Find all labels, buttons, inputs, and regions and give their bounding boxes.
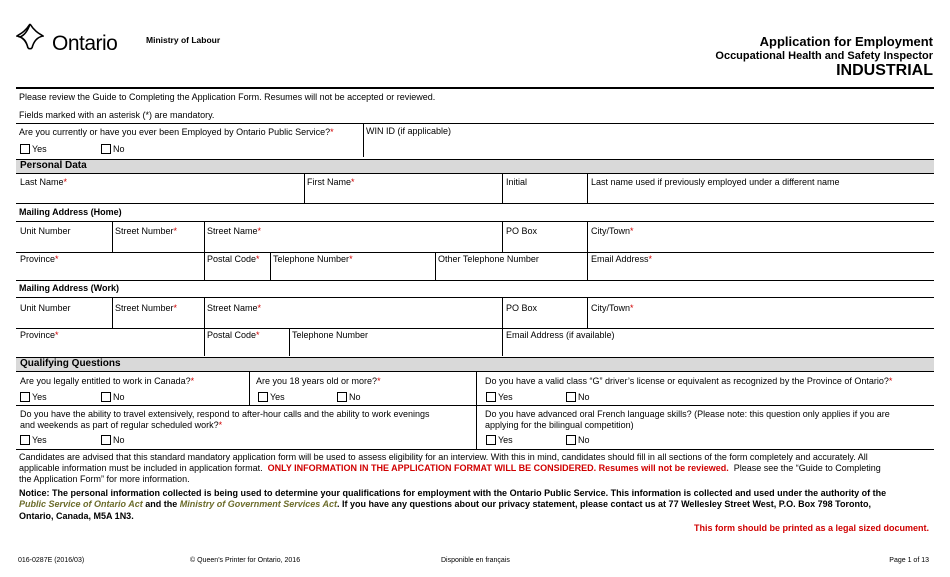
home-po-box-label: PO Box — [506, 226, 538, 236]
q1-no-label: No — [113, 392, 125, 402]
ops-yes-label: Yes — [32, 144, 47, 154]
candidates-note-line3: the Application Form” for more information. — [19, 474, 190, 484]
form-code: 016-0287E (2016/03) — [18, 557, 85, 564]
work-street-name-label: Street Name* — [207, 303, 262, 313]
work-po-box-input[interactable] — [503, 315, 586, 327]
work-city-input[interactable] — [588, 315, 933, 327]
q-travel-extensively-line2: and weekends as part of regular scheduled work?* — [20, 420, 223, 430]
q4-yes-checkbox[interactable] — [20, 435, 30, 445]
home-street-number-input[interactable] — [113, 238, 203, 251]
legal-size-note: This form should be printed as a legal sized document. — [693, 523, 929, 533]
home-other-phone-input[interactable] — [436, 266, 586, 279]
form-subtitle: Occupational Health and Safety Inspector — [715, 50, 933, 62]
home-address-heading: Mailing Address (Home) — [19, 207, 122, 217]
q5-no-checkbox[interactable] — [566, 435, 576, 445]
home-unit-label: Unit Number — [20, 226, 71, 236]
public-service-act-link[interactable]: Public Service of Ontario Act — [19, 499, 143, 509]
q2-yes-checkbox[interactable] — [258, 392, 268, 402]
work-phone-label: Telephone Number — [292, 330, 369, 340]
home-other-phone-label: Other Telephone Number — [438, 254, 539, 264]
home-email-input[interactable] — [588, 266, 933, 279]
home-province-label: Province* — [20, 254, 59, 264]
previous-last-name-label: Last name used if previously employed under a different name — [591, 177, 840, 187]
q-french-skills-line1: Do you have advanced oral French language skills? (Please note: this question only applies if you are — [485, 409, 890, 419]
q4-no-label: No — [113, 435, 125, 445]
q-18-years: Are you 18 years old or more?* — [256, 376, 381, 386]
home-postal-input[interactable] — [205, 266, 269, 279]
first-name-label: First Name* — [307, 177, 355, 187]
work-street-number-input[interactable] — [113, 315, 203, 327]
initial-input[interactable] — [503, 188, 586, 202]
q1-no-checkbox[interactable] — [101, 392, 111, 402]
logo-wordmark: Ontario — [52, 32, 118, 55]
form-category: INDUSTRIAL — [836, 62, 933, 79]
intro-line-2: Fields marked with an asterisk (*) are mandatory. — [19, 110, 215, 120]
home-po-box-input[interactable] — [503, 238, 586, 251]
home-street-name-label: Street Name* — [207, 226, 262, 236]
q2-yes-label: Yes — [270, 392, 285, 402]
q3-yes-checkbox[interactable] — [486, 392, 496, 402]
home-email-label: Email Address* — [591, 254, 653, 264]
last-name-label: Last Name* — [20, 177, 68, 187]
copyright: © Queen’s Printer for Ontario, 2016 — [190, 557, 301, 564]
home-street-number-label: Street Number* — [115, 226, 178, 236]
first-name-input[interactable] — [305, 188, 501, 202]
q4-no-checkbox[interactable] — [101, 435, 111, 445]
q3-yes-label: Yes — [498, 392, 513, 402]
home-phone-input[interactable] — [271, 266, 434, 279]
work-unit-label: Unit Number — [20, 303, 71, 313]
initial-label: Initial — [506, 177, 528, 187]
work-phone-input[interactable] — [290, 342, 501, 355]
home-postal-label: Postal Code* — [207, 254, 260, 264]
work-street-number-label: Street Number* — [115, 303, 178, 313]
home-city-input[interactable] — [588, 238, 933, 251]
government-services-act-link[interactable]: Ministry of Government Services Act — [179, 499, 337, 509]
work-province-label: Province* — [20, 330, 59, 340]
work-province-input[interactable] — [17, 342, 203, 355]
q4-yes-label: Yes — [32, 435, 47, 445]
only-info-warning: ONLY INFORMATION IN THE APPLICATION FORMAT WILL BE CONSIDERED. Resumes will not be reviewed. — [267, 463, 729, 473]
ops-no-checkbox[interactable] — [101, 144, 111, 154]
trillium-icon — [16, 22, 44, 52]
form-title: Application for Employment — [759, 34, 933, 49]
ministry-name: Ministry of Labour — [146, 35, 221, 45]
home-province-input[interactable] — [17, 266, 203, 279]
q-entitled-work-canada: Are you legally entitled to work in Canada?* — [20, 376, 195, 386]
work-street-name-input[interactable] — [205, 315, 501, 327]
french-available: Disponible en français — [441, 557, 510, 564]
q-drivers-license: Do you have a valid class “G” driver’s license or equivalent as recognized by the Province of Ontario?* — [485, 376, 893, 386]
ops-yes-checkbox[interactable] — [20, 144, 30, 154]
work-address-heading: Mailing Address (Work) — [19, 283, 120, 293]
privacy-notice-line3: Ontario, Canada, M5A 1N3. — [19, 511, 134, 521]
work-unit-input[interactable] — [17, 315, 111, 327]
home-street-name-input[interactable] — [205, 238, 501, 251]
q5-yes-label: Yes — [498, 435, 513, 445]
ops-employment-question: Are you currently or have you ever been Employed by Ontario Public Service?* — [19, 127, 334, 137]
q3-no-checkbox[interactable] — [566, 392, 576, 402]
win-id-label: WIN ID (if applicable) — [366, 126, 452, 136]
work-city-label: City/Town* — [591, 303, 634, 313]
personal-data-header: Personal Data — [16, 159, 934, 174]
q1-yes-checkbox[interactable] — [20, 392, 30, 402]
work-po-box-label: PO Box — [506, 303, 538, 313]
candidates-note-line2: applicable information must be included in application format. ONLY INFORMATION IN THE APPLICATION FORMAT WILL BE CONSIDERED. Resumes will not be reviewed. Please see the “Guide to Completing — [19, 463, 881, 473]
work-email-label: Email Address (if available) — [506, 330, 615, 340]
win-id-input[interactable] — [364, 137, 933, 156]
last-name-input[interactable] — [17, 188, 303, 202]
q2-no-checkbox[interactable] — [337, 392, 347, 402]
home-phone-label: Telephone Number* — [273, 254, 353, 264]
q3-no-label: No — [578, 392, 590, 402]
work-postal-input[interactable] — [205, 342, 288, 355]
page-number: Page 1 of 13 — [889, 557, 929, 564]
q5-no-label: No — [578, 435, 590, 445]
q2-no-label: No — [349, 392, 361, 402]
intro-line-1: Please review the Guide to Completing the Application Form. Resumes will not be accepted or reviewed. — [19, 92, 436, 102]
qualifying-questions-header: Qualifying Questions — [16, 357, 934, 372]
q5-yes-checkbox[interactable] — [486, 435, 496, 445]
work-email-input[interactable] — [503, 342, 933, 355]
privacy-notice-line2: Public Service of Ontario Act and the Ministry of Government Services Act. If you have any questions about our privacy statement, please contact us at 77 Wellesley Street West, P.O. Box 798 Toronto, — [19, 499, 871, 509]
q1-yes-label: Yes — [32, 392, 47, 402]
q-travel-extensively-line1: Do you have the ability to travel extensively, respond to after-hour calls and the ability to work evenings — [20, 409, 430, 419]
ontario-logo — [16, 22, 126, 62]
home-unit-input[interactable] — [17, 238, 111, 251]
work-postal-label: Postal Code* — [207, 330, 260, 340]
privacy-notice-line1: Notice: The personal information collected is being used to determine your qualifications for employment with the Ontario Public Service. This information is collected and used under the authority of the — [19, 488, 887, 498]
home-city-label: City/Town* — [591, 226, 634, 236]
candidates-note-line1: Candidates are advised that this standard mandatory application form will be used to assess eligibility for an interview. With this in mind, candidates should fill in all sections of the form completely and accurately. All — [19, 452, 868, 462]
q-french-skills-line2: applying for the bilingual competition) — [485, 420, 634, 430]
ops-no-label: No — [113, 144, 125, 154]
previous-last-name-input[interactable] — [588, 188, 933, 202]
